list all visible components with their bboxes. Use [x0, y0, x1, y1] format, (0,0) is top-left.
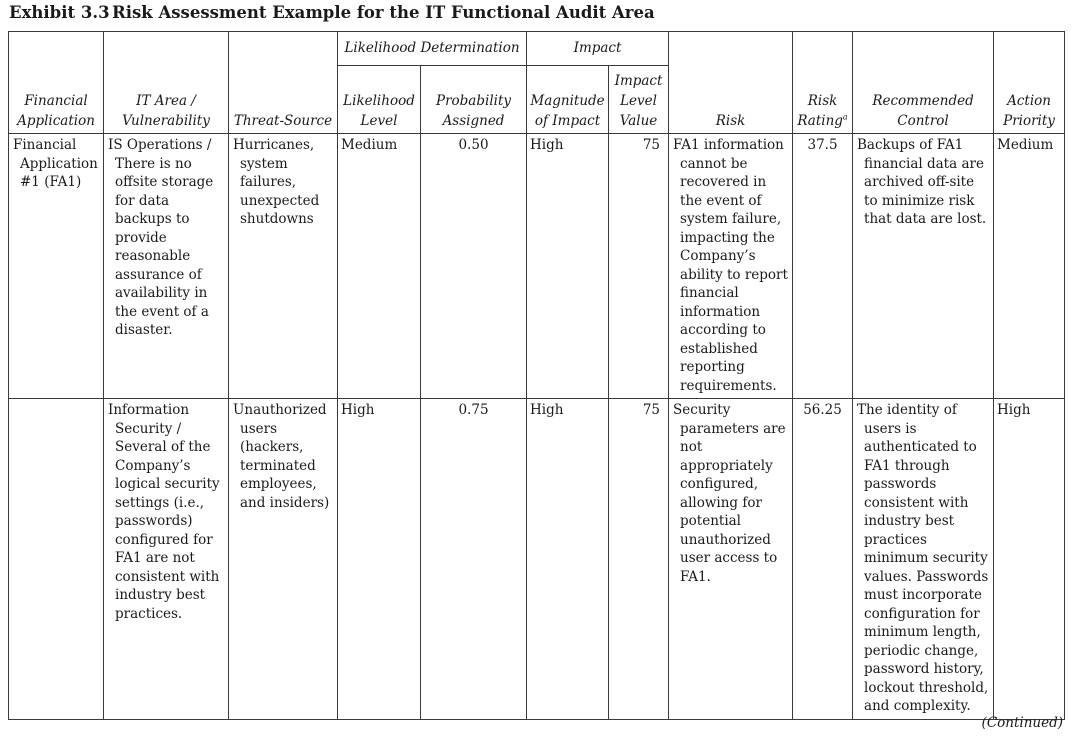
cell-risk: FA1 information cannot be recovered in the event of system failure, impacting the Company’s ability to report financial information according to established reporting requirements. [669, 134, 793, 399]
cell-action-priority: High [994, 399, 1065, 720]
cell-probability-assigned: 0.75 [421, 399, 527, 720]
header-probability-assigned: Probability Assigned [421, 66, 527, 134]
exhibit-label: Exhibit 3.3 [9, 3, 110, 22]
cell-likelihood-level: High [338, 399, 421, 720]
table-row [9, 399, 1065, 720]
cell-financial-application [9, 399, 104, 720]
cell-financial-application: Financial Application #1 (FA1) [9, 134, 104, 399]
cell-probability-assigned: 0.50 [421, 134, 527, 399]
header-group-impact: Impact [527, 32, 669, 66]
continued-note: (Continued) [981, 715, 1063, 731]
table-row [9, 134, 1065, 399]
cell-likelihood-level: Medium [338, 134, 421, 399]
header-it-area: IT Area / Vulnerability [104, 32, 229, 134]
risk-assessment-table [8, 31, 1065, 720]
cell-impact-level-value: 75 [609, 134, 669, 399]
exhibit-title [9, 3, 655, 22]
header-recommended-control: Recommended Control [853, 32, 994, 134]
cell-risk-rating: 37.5 [793, 134, 853, 399]
cell-recommended-control: The identity of users is authenticated to FA1 through passwords consistent with industry best practices minimum security values. Passwords must incorporate configuration for minimum length, periodic change, password history, lockout threshold, and complexity. [853, 399, 994, 720]
risk-rating-footnote-mark: a [842, 112, 848, 122]
header-risk-rating-label: Risk Rating [797, 93, 843, 129]
cell-impact-level-value: 75 [609, 399, 669, 720]
header-group-row [9, 32, 1065, 66]
cell-action-priority: Medium [994, 134, 1065, 399]
cell-it-area: Information Security / Several of the Company’s logical security settings (i.e., passwords) configured for FA1 are not consistent with industry best practices. [104, 399, 229, 720]
header-magnitude-of-impact: Magnitude of Impact [527, 66, 609, 134]
header-likelihood-level: Likelihood Level [338, 66, 421, 134]
cell-magnitude-of-impact: High [527, 399, 609, 720]
cell-risk: Security parameters are not appropriately configured, allowing for potential unauthorized user access to FA1. [669, 399, 793, 720]
cell-risk-rating: 56.25 [793, 399, 853, 720]
cell-threat-source: Unauthorized users (hackers, terminated employees, and insiders) [229, 399, 338, 720]
cell-recommended-control: Backups of FA1 financial data are archived off-site to minimize risk that data are lost. [853, 134, 994, 399]
exhibit-heading: Risk Assessment Example for the IT Functional Audit Area [112, 3, 655, 22]
header-risk-rating [793, 32, 853, 134]
header-action-priority: Action Priority [994, 32, 1065, 134]
header-impact-level-value: Impact Level Value [609, 66, 669, 134]
cell-it-area: IS Operations / There is no offsite storage for data backups to provide reasonable assurance of availability in the event of a disaster. [104, 134, 229, 399]
header-risk: Risk [669, 32, 793, 134]
cell-magnitude-of-impact: High [527, 134, 609, 399]
cell-threat-source: Hurricanes, system failures, unexpected shutdowns [229, 134, 338, 399]
header-financial-application: Financial Application [9, 32, 104, 134]
header-group-likelihood: Likelihood Determination [338, 32, 527, 66]
header-threat-source: Threat-Source [229, 32, 338, 134]
